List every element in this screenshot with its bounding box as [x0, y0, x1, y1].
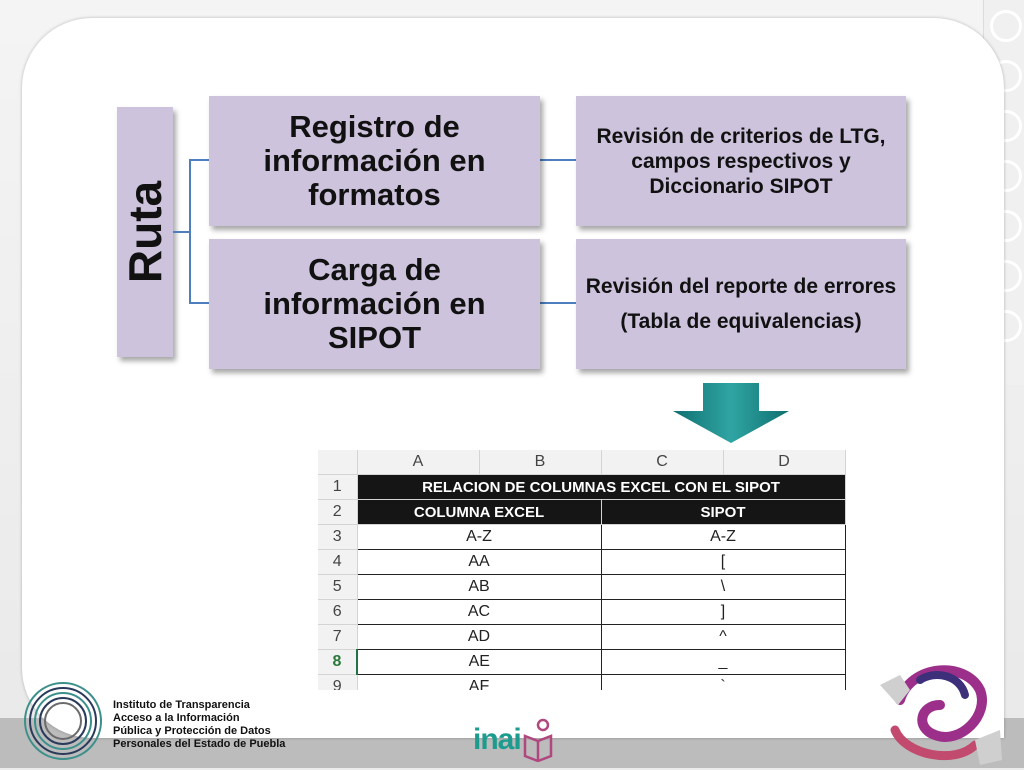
book-person-icon — [521, 718, 555, 762]
step-revision-reporte — [576, 239, 906, 369]
institute-line: Pública y Protección de Datos — [113, 725, 271, 737]
column-header: D — [723, 450, 845, 475]
table-row — [318, 675, 845, 691]
step-revision-criterios — [576, 96, 906, 226]
cell-sipot: \ — [601, 575, 845, 600]
cell-excel: AC — [357, 600, 601, 625]
table-title: RELACION DE COLUMNAS EXCEL CON EL SIPOT — [357, 475, 845, 500]
step-carga-text: Carga de información en SIPOT — [263, 252, 486, 355]
institute-name — [113, 699, 285, 751]
column-header: C — [601, 450, 723, 475]
cell-excel: AF — [357, 675, 601, 691]
puebla-emblem-icon — [880, 660, 1005, 770]
table-row — [318, 550, 845, 575]
column-header: A — [357, 450, 479, 475]
header-columna-excel: COLUMNA EXCEL — [357, 500, 601, 525]
row-number-selected: 8 — [318, 650, 357, 675]
column-header: B — [479, 450, 601, 475]
cell-sipot: ` — [601, 675, 845, 691]
table-row — [318, 475, 845, 500]
table-row — [318, 650, 845, 675]
cell-sipot: _ — [601, 650, 845, 675]
connector-line — [189, 302, 209, 304]
institute-line: Instituto de Transparencia — [113, 699, 250, 711]
row-number: 2 — [318, 500, 357, 525]
cell-sipot: ^ — [601, 625, 845, 650]
connector-line — [173, 231, 190, 233]
connector-line — [540, 159, 576, 161]
institute-line: Personales del Estado de Puebla — [113, 738, 286, 750]
inai-logo — [473, 718, 555, 762]
inai-logo-text: inai — [473, 723, 521, 756]
table-row — [318, 625, 845, 650]
cell-excel: A-Z — [357, 525, 601, 550]
cell-sipot: [ — [601, 550, 845, 575]
cell-excel: AD — [357, 625, 601, 650]
step-registro — [209, 96, 540, 226]
spreadsheet-table — [318, 450, 846, 690]
row-number: 3 — [318, 525, 357, 550]
column-header-row — [318, 450, 845, 475]
step-revision-reporte-line1: Revisión del reporte de errores — [585, 275, 897, 298]
step-carga — [209, 239, 540, 369]
row-number: 9 — [318, 675, 357, 691]
cell-sipot: ] — [601, 600, 845, 625]
ruta-box — [117, 107, 173, 357]
cell-sipot: A-Z — [601, 525, 845, 550]
header-sipot: SIPOT — [601, 500, 845, 525]
cell-excel: AA — [357, 550, 601, 575]
row-number: 5 — [318, 575, 357, 600]
connector-line — [540, 302, 576, 304]
spreadsheet-screenshot — [318, 450, 854, 690]
row-number: 1 — [318, 475, 357, 500]
connector-line — [189, 159, 191, 303]
ruta-label: Ruta — [119, 180, 171, 284]
table-row — [318, 525, 845, 550]
institute-line: Acceso a la Información — [113, 712, 240, 724]
cell-excel: AE — [357, 650, 601, 675]
table-row — [318, 600, 845, 625]
step-revision-criterios-text: Revisión de criterios de LTG, campos respectivos y Diccionario SIPOT — [596, 124, 886, 198]
step-registro-text: Registro de información en formatos — [263, 109, 486, 212]
down-arrow-icon — [673, 383, 789, 443]
row-number: 4 — [318, 550, 357, 575]
cell-excel: AB — [357, 575, 601, 600]
institute-ring-logo-icon — [22, 680, 104, 762]
step-revision-reporte-line2: (Tabla de equivalencias) — [620, 310, 862, 333]
corner-cell — [318, 450, 357, 475]
table-row — [318, 575, 845, 600]
connector-line — [189, 159, 209, 161]
row-number: 6 — [318, 600, 357, 625]
row-number: 7 — [318, 625, 357, 650]
table-row — [318, 500, 845, 525]
